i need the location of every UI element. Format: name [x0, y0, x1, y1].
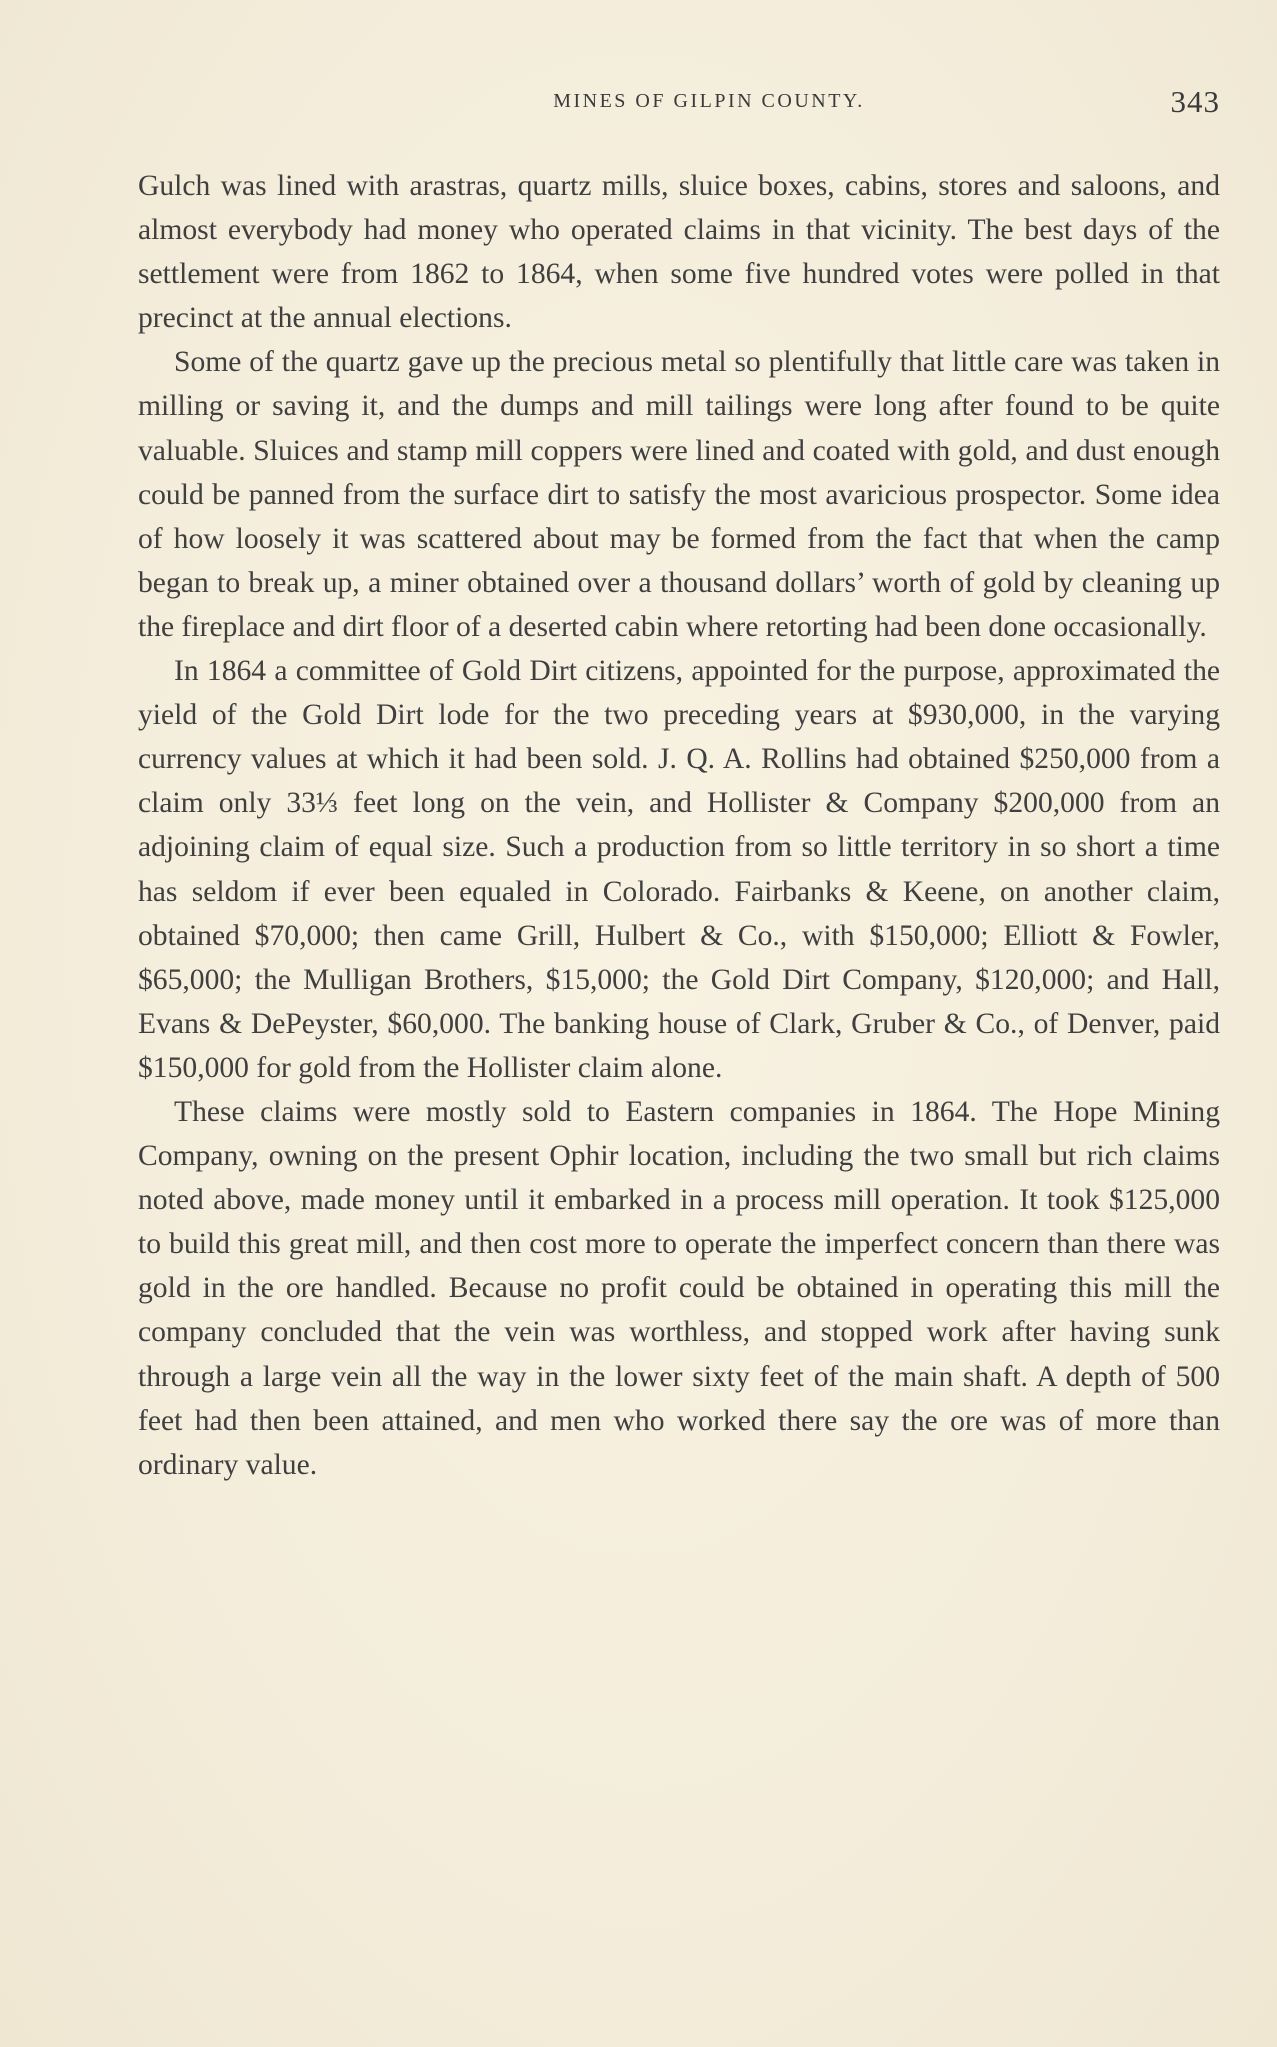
paragraph-committee: In 1864 a committee of Gold Dirt citizens, appointed for the purpose, approximated the yield of the Gold Dirt lode for the two preceding years at $930,000, in the varying currency values at which it had been sold. J. Q. A. Rollins had obtained $250,000 from a claim only 33⅓ feet long on the vein, and Hollister & Company $200,000 from an adjoining claim of equal size. Such a production from so little territory in so short a time has seldom if ever been equaled in Colorado. Fairbanks & Keene, on another claim, obtained $70,000; then came Grill, Hulbert & Co., with $150,000; Elliott & Fowler, $65,000; the Mulligan Brothers, $15,000; the Gold Dirt Company, $120,000; and Hall, Evans & DePeyster, $60,000. The banking house of Clark, Gruber & Co., of Denver, paid $150,000 for gold from the Hollister claim alone. — [138, 655, 1220, 1084]
running-head — [138, 84, 1220, 128]
paragraph-gulch: Gulch was lined with arastras, quartz mills, sluice boxes, cabins, stores and saloons, and almost everybody had money who operated claims in that vicinity. The best days of the settlement were from 1862 to 1864, when some five hundred votes were polled in that precinct at the annual elections. — [138, 170, 1220, 335]
page-number: 343 — [1170, 84, 1220, 119]
running-title: MINES OF GILPIN COUNTY. — [553, 90, 865, 112]
paragraph-quartz: Some of the quartz gave up the precious metal so plentifully that little care was taken in milling or saving it, and the dumps and mill tailings were long after found to be quite valuable. Sluices and stamp mill coppers were lined and coated with gold, and dust enough could be panned from the surface dirt to satisfy the most avaricious prospector. Some idea of how loosely it was scattered about may be formed from the fact that when the camp began to break up, a miner obtained over a thousand dollars’ worth of gold by cleaning up the fireplace and dirt floor of a deserted cabin where retorting had been done occasionally. — [138, 346, 1220, 643]
body-text — [138, 164, 1220, 1487]
paragraph-eastern-companies: These claims were mostly sold to Eastern companies in 1864. The Hope Mining Company, owning on the present Ophir location, including the two small but rich claims noted above, made money until it embarked in a process mill operation. It took $125,000 to build this great mill, and then cost more to operate the imperfect concern than there was gold in the ore handled. Because no profit could be obtained in operating this mill the company concluded that the vein was worthless, and stopped work after having sunk through a large vein all the way in the lower sixty feet of the main shaft. A depth of 500 feet had then been attained, and men who worked there say the ore was of more than ordinary value. — [138, 1095, 1220, 1481]
